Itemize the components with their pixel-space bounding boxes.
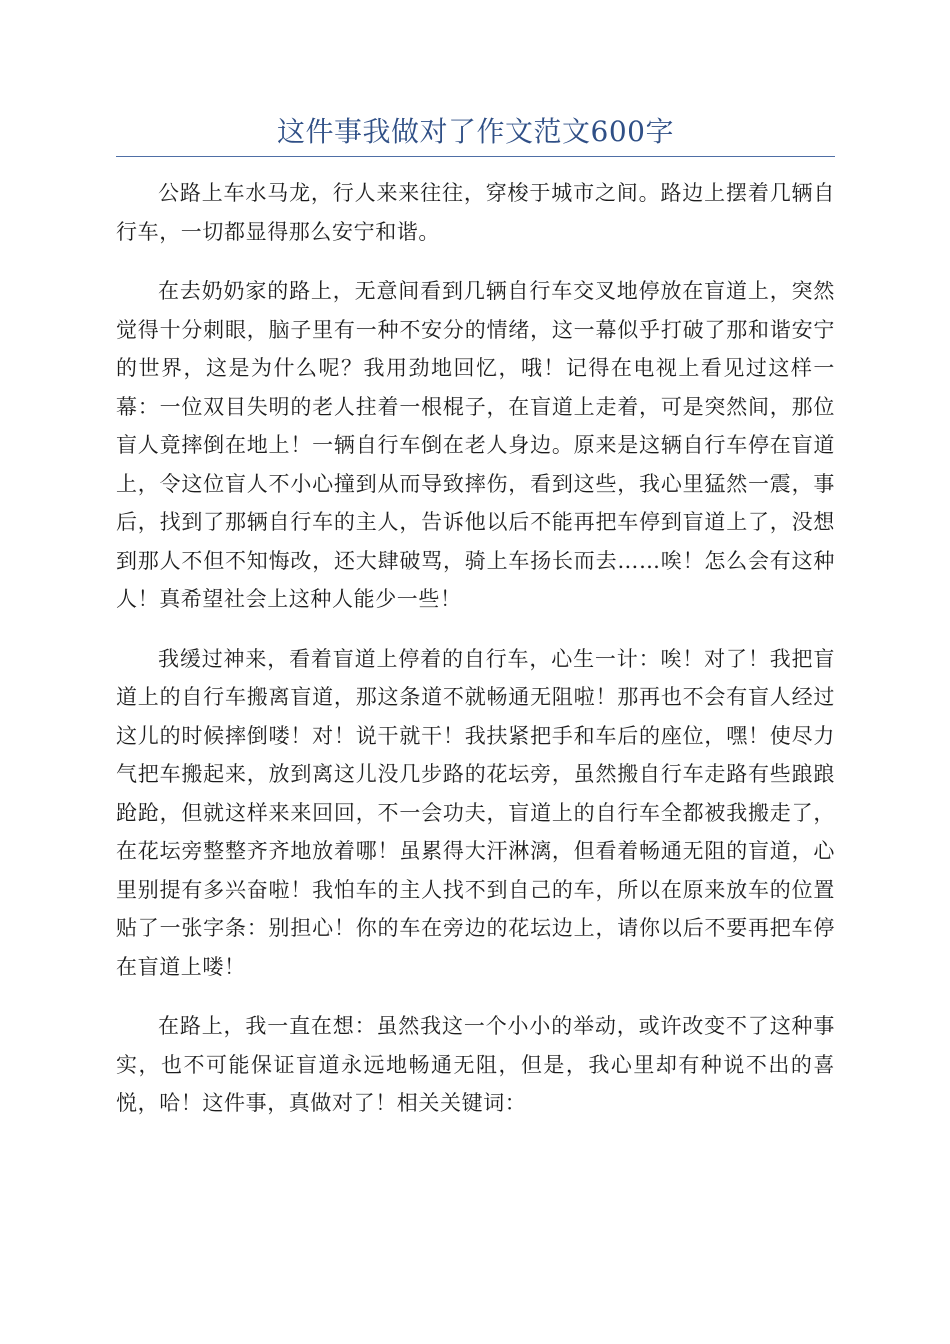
paragraph-1: 公路上车水马龙，行人来来往往，穿梭于城市之间。路边上摆着几辆自行车，一切都显得那么安宁和谐。	[116, 181, 835, 244]
document-body	[116, 174, 835, 1144]
paragraph-3: 我缓过神来，看着盲道上停着的自行车，心生一计：唉！对了！我把盲道上的自行车搬离盲道，那这条道不就畅通无阻啦！那再也不会有盲人经过这儿的时候摔倒喽！对！说干就干！我扶紧把手和车后的座位，嘿！使尽力气把车搬起来，放到离这儿没几步路的花坛旁，虽然搬自行车走路有些踉踉跄跄，但就这样来来回回，不一会功夫，盲道上的自行车全都被我搬走了，在花坛旁整整齐齐地放着哪！虽累得大汗淋漓，但看着畅通无阻的盲道，心里别提有多兴奋啦！我怕车的主人找不到自己的车，所以在原来放车的位置贴了一张字条：别担心！你的车在旁边的花坛边上，请你以后不要再把车停在盲道上喽！	[116, 646, 835, 979]
title-block	[116, 112, 835, 157]
document-title: 这件事我做对了作文范文600字	[277, 115, 674, 148]
paragraph-2: 在去奶奶家的路上，无意间看到几辆自行车交叉地停放在盲道上，突然觉得十分刺眼，脑子里有一种不安分的情绪，这一幕似乎打破了那和谐安宁的世界，这是为什么呢？我用劲地回忆，哦！记得在电视上看见过这样一幕：一位双目失明的老人拄着一根棍子，在盲道上走着，可是突然间，那位盲人竟摔倒在地上！一辆自行车倒在老人身边。原来是这辆自行车停在盲道上，令这位盲人不小心撞到从而导致摔伤，看到这些，我心里猛然一震，事后，找到了那辆自行车的主人，告诉他以后不能再把车停到盲道上了，没想到那人不但不知悔改，还大肆破骂，骑上车扬长而去……唉！怎么会有这种人！真希望社会上这种人能少一些！	[116, 279, 835, 611]
paragraph-4: 在路上，我一直在想：虽然我这一个小小的举动，或许改变不了这种事实，也不可能保证盲道永远地畅通无阻，但是，我心里却有种说不出的喜悦，哈！这件事，真做对了！相关关键词：	[116, 1014, 835, 1115]
